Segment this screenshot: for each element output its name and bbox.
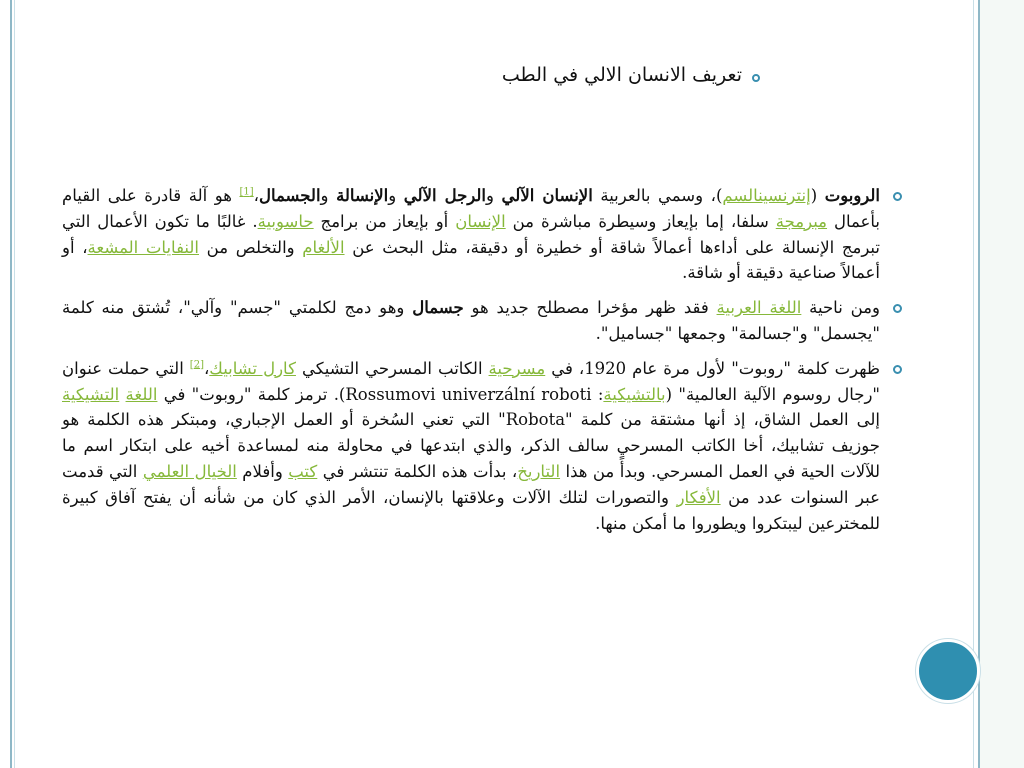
link-mines[interactable]: الألغام bbox=[302, 237, 345, 257]
citation-link-1[interactable]: [1] bbox=[239, 186, 254, 198]
decorative-circle bbox=[916, 639, 980, 703]
link-programmed[interactable]: مبرمجة bbox=[775, 211, 828, 231]
text: الرجل الآلي bbox=[403, 186, 487, 205]
text: التي قدمت عبر السنوات عدد من bbox=[62, 461, 880, 507]
link-language[interactable]: اللغة bbox=[125, 384, 158, 404]
link-arabic-language[interactable]: اللغة العربية bbox=[716, 298, 802, 318]
text: ، بدأت هذه الكلمة تنتشر في bbox=[317, 461, 518, 481]
bullet-icon bbox=[893, 192, 902, 201]
text: فقد ظهر مؤخرا مصطلح جديد هو bbox=[463, 298, 717, 318]
link-play[interactable]: مسرحية bbox=[488, 358, 546, 378]
text: الجسمال bbox=[259, 186, 321, 205]
text: الإنسالة bbox=[336, 186, 389, 205]
text: )، وسمي بالعربية bbox=[592, 186, 723, 205]
link-computer[interactable]: حاسوبية bbox=[257, 211, 314, 231]
text: . غالبًا ما تكون الأعمال التي تبرمج الإنسالة على أداءها أعمالاً شاقة أو خطيرة أو دقيقة، مثل البحث عن bbox=[62, 211, 881, 257]
text: ، bbox=[253, 186, 259, 205]
paragraph-robot-definition bbox=[62, 183, 880, 286]
link-ideas[interactable]: الأفكار bbox=[676, 487, 721, 507]
bullet-icon bbox=[893, 365, 902, 374]
text: ظهرت كلمة "روبوت" لأول مرة عام 1920، في bbox=[545, 358, 881, 378]
text: سلفا، إما بإيعاز وسيطرة مباشرة من bbox=[505, 211, 776, 231]
text: والتخلص من bbox=[199, 237, 303, 257]
link-radioactive-waste[interactable]: النفايات المشعة bbox=[87, 237, 200, 257]
text: جسمال bbox=[412, 298, 464, 318]
slide-title: تعريف الانسان الالي في الطب bbox=[501, 64, 742, 86]
text: أو بإيعاز من برامج bbox=[313, 211, 456, 231]
text: ، bbox=[203, 358, 210, 378]
bullet-icon bbox=[893, 304, 902, 313]
link-czech[interactable]: التشيكية bbox=[62, 384, 120, 404]
text: الكاتب المسرحي التشيكي bbox=[295, 358, 489, 378]
left-border-thin-line bbox=[14, 0, 15, 768]
right-border-line bbox=[978, 0, 980, 768]
right-side-panel bbox=[978, 0, 1024, 768]
link-human[interactable]: الإنسان bbox=[455, 211, 506, 231]
text: : Rossumovi univerzální roboti). ترمز كلمة "روبوت" في bbox=[157, 384, 604, 404]
text: والتصورات لتلك الآلات وعلاقتها بالإنسان، الأمر الذي كان من شأنه أن يفتح آفاق كبيرة للمخترعين ليبتكروا ويطوروا ما أمكن منها. bbox=[62, 487, 880, 533]
link-internationalism[interactable]: إنترنسينالسم bbox=[722, 186, 811, 205]
link-karel-capek[interactable]: كارل تشابيك bbox=[209, 358, 296, 378]
link-books[interactable]: كتب bbox=[288, 461, 318, 481]
paragraph-arabic-term bbox=[62, 295, 880, 347]
text: ، أو أعمالاً صناعية دقيقة أو شاقة. bbox=[62, 237, 880, 283]
content-body bbox=[62, 183, 880, 545]
text: هو آلة قادرة على القيام بأعمال bbox=[62, 186, 880, 231]
text: الإنسان الآلي bbox=[501, 186, 593, 205]
link-history[interactable]: التاريخ bbox=[517, 461, 561, 481]
link-science-fiction[interactable]: الخيال العلمي bbox=[142, 461, 237, 481]
text: و bbox=[320, 186, 337, 205]
text: التي حملت عنوان "رجال روسوم الآلية العالمية" ( bbox=[62, 358, 880, 404]
text: الروبوت bbox=[824, 186, 881, 205]
title-row bbox=[502, 64, 760, 86]
citation-link-2[interactable]: [2] bbox=[189, 359, 204, 371]
text: ومن ناحية bbox=[801, 298, 880, 318]
paragraph-word-origin bbox=[62, 356, 880, 537]
text: وهو دمج لكلمتي "جسم" وآلي"، تُشتق منه كلمة "يجسمل" و"جسالمة" وجمعها "جساميل". bbox=[62, 298, 880, 343]
text: و bbox=[486, 186, 502, 205]
text: وأفلام bbox=[236, 461, 289, 481]
text: إلى العمل الشاق، إذ أنها مشتقة من كلمة "Robota" التي تعني السُخرة أو العمل الإجباري، ومبتكر هذه الكلمة هو جوزيف تشابيك، أخا الكاتب المسرحي سالف الذكر، والذي ابتدعها في محاولة منه لمساعدة أخيه على ابتكار اسم ما للآلات الحية في العمل المسرحي. وبدأً من هذا bbox=[62, 410, 881, 481]
text: و bbox=[388, 186, 404, 205]
bullet-icon bbox=[752, 74, 760, 82]
link-czech-language[interactable]: بالتشيكية bbox=[603, 384, 666, 404]
left-border-line bbox=[10, 0, 12, 768]
text: ( bbox=[810, 186, 825, 205]
